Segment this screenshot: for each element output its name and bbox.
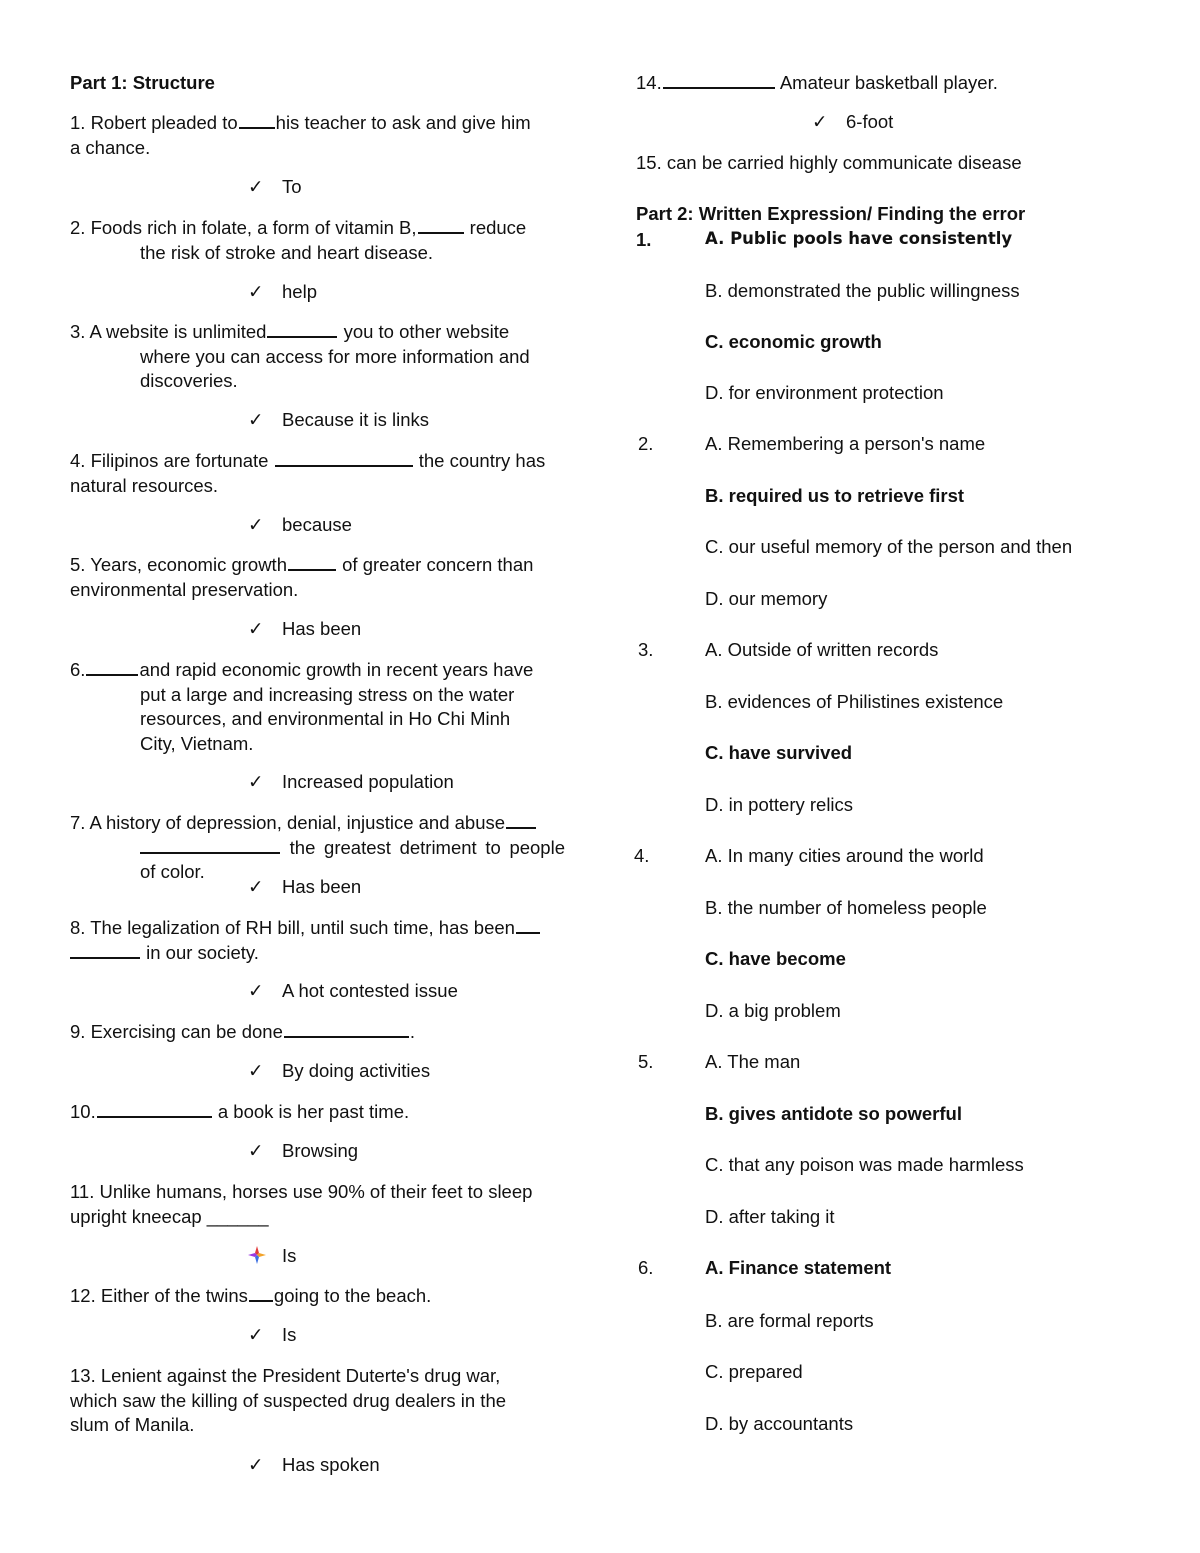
question-3	[70, 320, 565, 394]
answer-12-label: Is	[282, 1324, 297, 1345]
answer-13	[248, 1454, 380, 1476]
question-4	[70, 449, 565, 498]
part2-item-5-option-c: C. that any poison was made harmless	[705, 1154, 1024, 1175]
check-icon: ✓	[248, 1140, 264, 1161]
part2-item-4-number: 4.	[634, 845, 650, 866]
question-12-text: 12. Either of the twins	[70, 1285, 248, 1306]
check-icon: ✓	[248, 281, 264, 302]
question-11-text-end: upright kneecap ______	[70, 1205, 269, 1227]
question-5-text-cont: of greater concern than	[342, 554, 534, 575]
question-7-text-end: the greatest detriment to people of color.	[140, 836, 565, 882]
answer-blank-cont	[70, 956, 140, 959]
answer-blank	[284, 1035, 409, 1038]
question-6-text-cont: and rapid economic growth in recent years have	[139, 659, 534, 680]
question-5	[70, 553, 565, 602]
part2-item-6-option-b: B. are formal reports	[705, 1310, 874, 1331]
answer-blank	[663, 86, 775, 89]
answer-blank	[506, 826, 536, 829]
part2-item-6-option-a: A. Finance statement	[705, 1257, 892, 1278]
answer-5	[248, 618, 361, 640]
part2-item-6-option-d: D. by accountants	[705, 1413, 854, 1434]
part2-item-5-option-d: D. after taking it	[705, 1206, 835, 1227]
question-10	[70, 1100, 565, 1125]
question-2-text-cont: reduce	[469, 217, 527, 238]
part2-item-5-option-b: B. gives antidote so powerful	[705, 1103, 962, 1124]
part2-item-3-option-c: C. have survived	[705, 742, 853, 763]
part2-item-3-option-a: A. Outside of written records	[705, 639, 939, 660]
part2-item-2-option-c: C. our useful memory of the person and then	[705, 536, 1073, 557]
answer-1	[248, 176, 302, 198]
question-12	[70, 1284, 565, 1309]
part2-item-3-number: 3.	[638, 639, 654, 660]
question-5-text-end: environmental preservation.	[70, 578, 299, 600]
part2-item-6-option-c: C. prepared	[705, 1361, 803, 1382]
answer-2-label: help	[282, 281, 317, 302]
part2-item-5-number: 5.	[638, 1051, 654, 1072]
part2-item-3-option-d: D. in pottery relics	[705, 794, 854, 815]
question-6	[70, 658, 565, 756]
question-12-text-end: going to the beach.	[273, 1285, 432, 1306]
answer-11-label: Is	[282, 1245, 297, 1266]
check-icon: ✓	[248, 1454, 264, 1475]
check-icon: ✓	[248, 1324, 264, 1345]
question-6-text-line3: resources, and environmental in Ho Chi Minh	[140, 708, 511, 729]
answer-2	[248, 281, 317, 303]
question-1-text-end: a chance.	[70, 136, 151, 158]
question-9-text-end: .	[409, 1021, 416, 1042]
answer-7-label: Has been	[282, 876, 362, 897]
part2-title: Part 2: Written Expression/ Finding the error	[636, 203, 1026, 224]
answer-5-label: Has been	[282, 618, 362, 639]
answer-14-label: 6-foot	[846, 111, 894, 132]
answer-blank	[249, 1299, 273, 1302]
part2-item-1-option-c: C. economic growth	[705, 331, 882, 352]
answer-10-label: Browsing	[282, 1140, 359, 1161]
question-7	[70, 811, 565, 885]
answer-1-label: To	[282, 176, 302, 197]
question-11-text: 11. Unlike humans, horses use 90% of their feet to sleep	[70, 1181, 533, 1202]
question-2	[70, 216, 565, 265]
part2-item-2-number: 2.	[638, 433, 654, 454]
question-14-text-end: Amateur basketball player.	[779, 72, 998, 93]
answer-blank	[275, 464, 413, 467]
check-icon: ✓	[248, 980, 264, 1001]
answer-8	[248, 980, 458, 1002]
answer-11	[248, 1245, 296, 1267]
question-1-text: 1. Robert pleaded to	[70, 112, 238, 133]
part2-item-4-option-c: C. have become	[705, 948, 846, 969]
answer-3-label: Because it is links	[282, 409, 430, 430]
check-icon: ✓	[248, 618, 264, 639]
question-13-text-end: slum of Manila.	[70, 1414, 195, 1435]
part2-item-5-option-a: A. The man	[705, 1051, 801, 1072]
question-8-text: 8. The legalization of RH bill, until such time, has been	[70, 917, 515, 938]
check-icon: ✓	[812, 111, 828, 132]
answer-9	[248, 1060, 430, 1082]
question-6-text-line2: put a large and increasing stress on the water	[140, 683, 515, 705]
part2-item-2-option-b: B. required us to retrieve first	[705, 485, 965, 506]
question-10-text-end: a book is her past time.	[217, 1101, 410, 1122]
answer-blank-cont	[140, 851, 280, 854]
question-5-text: 5. Years, economic growth	[70, 554, 287, 575]
question-4-text-cont: the country has	[418, 450, 546, 471]
question-10-text: 10.	[70, 1101, 96, 1122]
answer-blank	[86, 673, 138, 676]
question-4-text-end: natural resources.	[70, 474, 219, 496]
question-6-text-end: City, Vietnam.	[140, 732, 254, 754]
answer-blank	[288, 568, 336, 571]
question-6-text: 6.	[70, 659, 86, 680]
answer-8-label: A hot contested issue	[282, 980, 458, 1001]
part1-title: Part 1: Structure	[70, 72, 215, 93]
part2-item-1-number: 1.	[636, 229, 652, 250]
answer-blank	[516, 931, 540, 934]
question-3-text: 3. A website is unlimited	[70, 321, 267, 342]
answer-6	[248, 771, 454, 793]
check-icon: ✓	[248, 409, 264, 430]
answer-blank	[239, 126, 275, 129]
question-3-text-line2: where you can access for more information and	[140, 345, 530, 367]
part2-item-1-option-b: B. demonstrated the public willingness	[705, 280, 1020, 301]
question-13-text-line2: which saw the killing of suspected drug dealers in the	[70, 1389, 507, 1411]
answer-blank	[97, 1115, 212, 1118]
answer-12	[248, 1324, 296, 1346]
part2-item-4-option-a: A. In many cities around the world	[705, 845, 984, 866]
answer-9-label: By doing activities	[282, 1060, 431, 1081]
answer-blank	[267, 335, 337, 338]
check-icon: ✓	[248, 1060, 264, 1081]
question-13	[70, 1364, 565, 1438]
part2-item-4-option-d: D. a big problem	[705, 1000, 841, 1021]
answer-3	[248, 409, 429, 431]
answer-blank	[418, 231, 464, 234]
part2-item-1-option-a: A. Public pools have consistently	[705, 229, 1013, 248]
part2-item-1-option-d: D. for environment protection	[705, 382, 944, 403]
check-icon: ✓	[248, 176, 264, 197]
answer-13-label: Has spoken	[282, 1454, 380, 1475]
part2-item-3-option-b: B. evidences of Philistines existence	[705, 691, 1004, 712]
question-1-text-cont: his teacher to ask and give him	[275, 112, 531, 133]
part2-item-2-option-d: D. our memory	[705, 588, 828, 609]
question-7-text: 7. A history of depression, denial, injustice and abuse	[70, 812, 506, 833]
question-9-text: 9. Exercising can be done	[70, 1021, 283, 1042]
part2-item-2-option-a: A. Remembering a person's name	[705, 433, 986, 454]
question-11	[70, 1180, 565, 1229]
answer-4-label: because	[282, 514, 352, 535]
question-14	[636, 72, 998, 94]
question-8	[70, 916, 565, 965]
answer-10	[248, 1140, 358, 1162]
answer-4	[248, 514, 352, 536]
question-3-text-cont: you to other website	[343, 321, 510, 342]
check-icon: ✓	[248, 514, 264, 535]
answer-7	[248, 876, 361, 898]
colored-star-bullet-icon	[248, 1245, 282, 1267]
question-9	[70, 1020, 565, 1045]
part2-item-4-option-b: B. the number of homeless people	[705, 897, 987, 918]
answer-14	[812, 111, 893, 133]
question-2-text: 2. Foods rich in folate, a form of vitamin B,	[70, 217, 417, 238]
question-2-text-end: the risk of stroke and heart disease.	[140, 241, 434, 263]
question-13-text: 13. Lenient against the President Duterte's drug war,	[70, 1365, 501, 1386]
question-8-text-end: in our society.	[146, 941, 259, 963]
check-icon: ✓	[248, 876, 264, 897]
question-1	[70, 111, 565, 160]
question-3-text-end: discoveries.	[140, 370, 238, 391]
question-15: 15. can be carried highly communicate disease	[636, 152, 1022, 173]
question-4-text: 4. Filipinos are fortunate	[70, 450, 269, 471]
check-icon: ✓	[248, 771, 264, 792]
answer-6-label: Increased population	[282, 771, 454, 792]
question-14-text: 14.	[636, 72, 662, 93]
part2-item-6-number: 6.	[638, 1257, 654, 1278]
